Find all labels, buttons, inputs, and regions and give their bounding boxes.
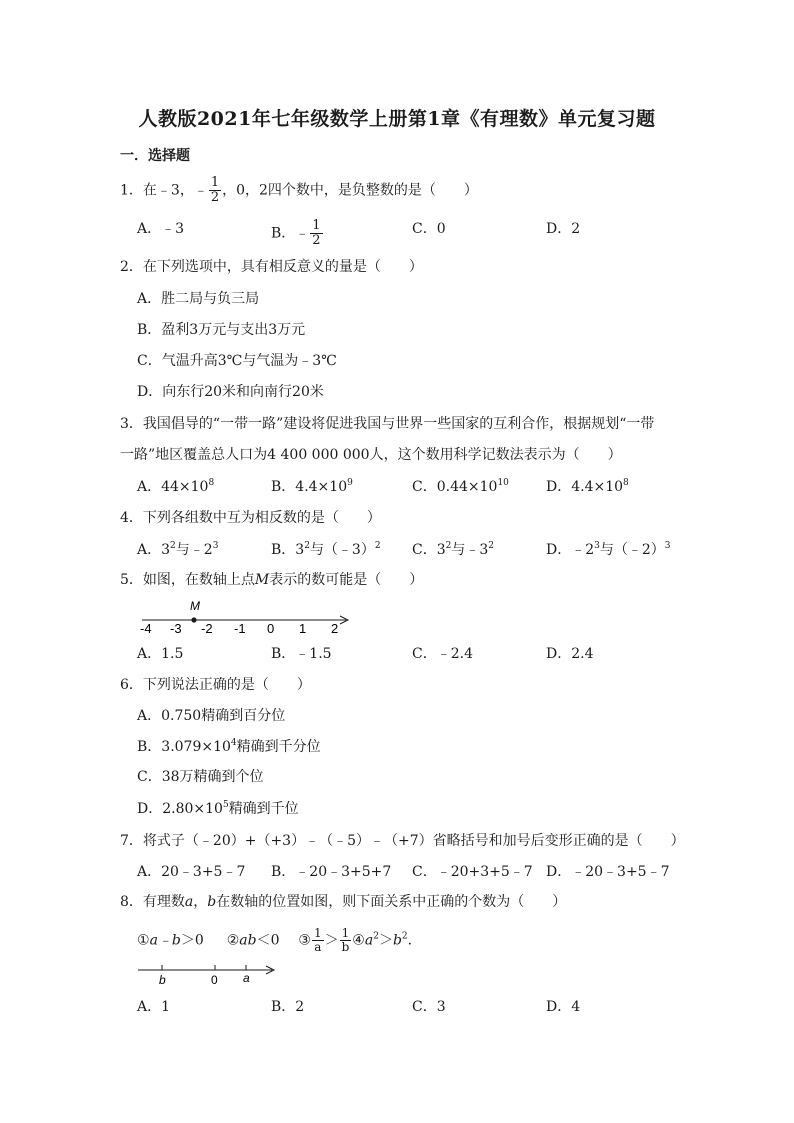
q1-b-fraction (310, 219, 322, 248)
q3-b-exp: 9 (347, 478, 353, 488)
q6-d-post: 精确到千位 (228, 801, 299, 817)
q3-b-base: B．4.4×10 (271, 479, 348, 495)
q4-d-exp2: 3 (664, 541, 671, 551)
question-4-stem: 4．下列各组数中互为相反数的是（ ） (120, 510, 381, 526)
q8-r4-b: b (392, 932, 402, 949)
section-heading: 一．选择题 (120, 148, 190, 164)
q1-option-c[interactable]: C．0 (412, 221, 446, 237)
q8-r4-a: a (364, 932, 374, 949)
q4-b-part1: B．3 (271, 542, 305, 558)
q5-option-b[interactable]: B．﹣1.5 (271, 646, 332, 662)
q7-option-d[interactable]: D．﹣20﹣3+5﹣7 (546, 864, 670, 880)
q5-tick-label: -4 (140, 621, 152, 636)
question-8-stem (120, 892, 566, 912)
q1-option-a[interactable]: A．﹣3 (137, 221, 185, 237)
question-3-stem-line2: 一路”地区覆盖总人口为4 400 000 000人，这个数用科学记数法表示为（ ） (120, 447, 622, 463)
q8-r4-mark: ④ (352, 932, 365, 949)
q4-c-exp1: 2 (445, 541, 452, 551)
q4-b-exp1: 2 (304, 541, 310, 551)
q4-d-part2: 与（﹣2） (599, 542, 665, 558)
q6-option-d[interactable] (137, 799, 299, 819)
q6-b-post: 精确到千分位 (236, 739, 321, 755)
q7-option-b[interactable]: B．﹣20﹣3+5+7 (271, 864, 392, 880)
q8-label-zero: 0 (211, 973, 218, 987)
q4-d-part1: D．﹣2 (546, 542, 595, 558)
q1-b-num: 1 (312, 218, 321, 233)
q4-c-part2: 与﹣3 (451, 542, 489, 558)
q4-a-part2: 与﹣2 (175, 542, 213, 558)
q8-stem-post: 在数轴的位置如图，则下面关系中正确的个数为（ ） (216, 894, 567, 910)
q6-option-c[interactable]: C．38万精确到个位 (137, 769, 264, 785)
q5-tick-label: 1 (299, 621, 307, 636)
q4-b-part2: 与（﹣3） (309, 542, 375, 558)
q8-r3-num-b: 1 (341, 926, 350, 940)
q6-d-exp: 5 (222, 800, 229, 810)
q1-b-den: 2 (312, 233, 321, 248)
q4-a-part1: A．3 (137, 542, 171, 558)
q4-option-b[interactable] (271, 540, 381, 560)
q1-stem-post: ，0，2四个数中，是负整数的是（ ） (222, 182, 478, 199)
q8-var-a: a (184, 894, 194, 910)
q3-option-d[interactable] (546, 477, 629, 497)
q5-point-m (191, 617, 196, 622)
q4-c-exp2: 2 (488, 541, 495, 551)
q8-r3-frac-b (340, 927, 352, 954)
q8-option-d[interactable]: D．4 (546, 999, 581, 1015)
q1-frac-den: 2 (210, 190, 220, 205)
q4-option-d[interactable] (546, 540, 671, 560)
q6-b-exp: 4 (230, 738, 237, 748)
q1-frac-sign: ﹣ (193, 182, 208, 199)
q2-option-b[interactable]: B．盈利3万元与支出3万元 (137, 322, 306, 338)
q8-r2-op: ＜0 (256, 932, 280, 949)
q8-label-a: a (243, 971, 250, 985)
q3-a-base: A．44×10 (137, 479, 209, 495)
q4-option-a[interactable] (137, 540, 218, 560)
q8-r3-mark: ③ (298, 932, 311, 949)
q3-option-b[interactable] (271, 477, 353, 497)
q8-option-a[interactable]: A．1 (137, 999, 171, 1015)
q6-option-a[interactable]: A．0.750精确到百分位 (137, 708, 286, 724)
q6-b-pre: B．3.079×10 (137, 739, 231, 755)
q8-r3-num-a: 1 (313, 926, 322, 940)
q8-r4-gt: ＞ (378, 932, 393, 949)
q2-option-d[interactable]: D．向东行20米和向南行20米 (137, 384, 324, 400)
q8-r2-expr: ab (239, 932, 257, 949)
q8-r3-gt: ＞ (324, 932, 339, 949)
q8-option-c[interactable]: C．3 (412, 999, 446, 1015)
q6-d-pre: D．2.80×10 (137, 801, 223, 817)
q5-tick-label: 0 (267, 621, 275, 636)
q3-c-exp: 10 (497, 478, 509, 488)
q8-r2-mark: ② (226, 932, 240, 949)
question-3-stem-line1: 3．我国倡导的“一带一路”建设将促进我国与世界一些国家的互利合作，根据规划“一带 (120, 416, 655, 432)
q8-r4-exp: 2 (373, 931, 379, 942)
question-2-stem: 2．在下列选项中，具有相反意义的量是（ ） (120, 259, 423, 275)
q1-fraction (209, 176, 221, 205)
q5-tick-label: 2 (331, 621, 339, 636)
q5-stem-post: 表示的数可能是（ ） (269, 572, 424, 588)
question-1-stem (120, 176, 478, 205)
q1-stem-pre: 1．在﹣3， (120, 182, 194, 199)
q2-option-c[interactable]: C．气温升高3℃与气温为﹣3℃ (137, 353, 337, 369)
q8-r1-expr: a﹣b (149, 932, 181, 949)
q3-d-base: D．4.4×10 (546, 479, 624, 495)
q4-a-exp1: 2 (170, 541, 176, 551)
q8-sep: ， (193, 894, 208, 910)
q7-option-c[interactable]: C．﹣20+3+5﹣7 (412, 864, 533, 880)
q8-r4-end: . (407, 932, 413, 949)
q5-tick-label: -3 (170, 621, 182, 636)
q3-option-a[interactable] (137, 477, 214, 497)
question-5-stem (120, 570, 423, 590)
q8-stem-pre: 8．有理数 (120, 894, 185, 910)
question-7-stem: 7．将式子（﹣20）+（+3）﹣（﹣5）﹣（+7）省略括号和加号后变形正确的是（ ） (120, 833, 685, 849)
q8-label-b: b (159, 973, 166, 987)
q8-r3-den-b: b (341, 940, 350, 954)
q1-b-pre: B．﹣ (271, 225, 310, 242)
q3-option-c[interactable] (412, 477, 509, 497)
q7-option-a[interactable]: A．20﹣3+5﹣7 (137, 864, 246, 880)
q5-stem-pre: 5．如图，在数轴上点 (120, 572, 255, 588)
q5-option-d[interactable]: D．2.4 (546, 646, 594, 662)
q5-option-c[interactable]: C．﹣2.4 (412, 646, 473, 662)
question-6-stem: 6．下列说法正确的是（ ） (120, 677, 311, 693)
q8-option-b[interactable]: B．2 (271, 999, 305, 1015)
q4-c-part1: C．3 (412, 542, 446, 558)
q8-number-line (130, 958, 290, 992)
q5-tick-label: -2 (201, 621, 213, 636)
q6-option-b[interactable] (137, 737, 321, 757)
q3-d-exp: 8 (623, 478, 629, 488)
q8-r1-op: ＞0 (180, 932, 204, 949)
q8-r1-mark: ① (137, 932, 150, 949)
q4-option-c[interactable] (412, 540, 494, 560)
q5-tick-label: -1 (234, 621, 246, 636)
q5-number-line (130, 596, 360, 638)
page-title: 人教版2021年七年级数学上册第1章《有理数》单元复习题 (138, 108, 656, 130)
q8-var-b: b (207, 894, 217, 910)
q4-b-exp2: 2 (374, 541, 381, 551)
q5-stem-var: M (254, 572, 270, 588)
q2-option-a[interactable]: A．胜二局与负三局 (137, 291, 260, 307)
q3-c-base: C．0.44×10 (412, 479, 498, 495)
q4-a-exp2: 3 (212, 541, 219, 551)
q1-option-b[interactable] (271, 219, 324, 248)
q4-d-exp1: 3 (594, 541, 600, 551)
q3-a-exp: 8 (208, 478, 215, 488)
q8-relations (137, 927, 412, 954)
q8-r4-exp2: 2 (401, 931, 408, 942)
q8-r3-den-a: a (314, 940, 322, 954)
q5-point-m-label: M (190, 599, 200, 613)
q8-r3-frac-a (312, 927, 324, 954)
q5-option-a[interactable]: A．1.5 (137, 646, 184, 662)
q1-frac-num: 1 (210, 175, 220, 190)
q1-option-d[interactable]: D．2 (546, 221, 581, 237)
